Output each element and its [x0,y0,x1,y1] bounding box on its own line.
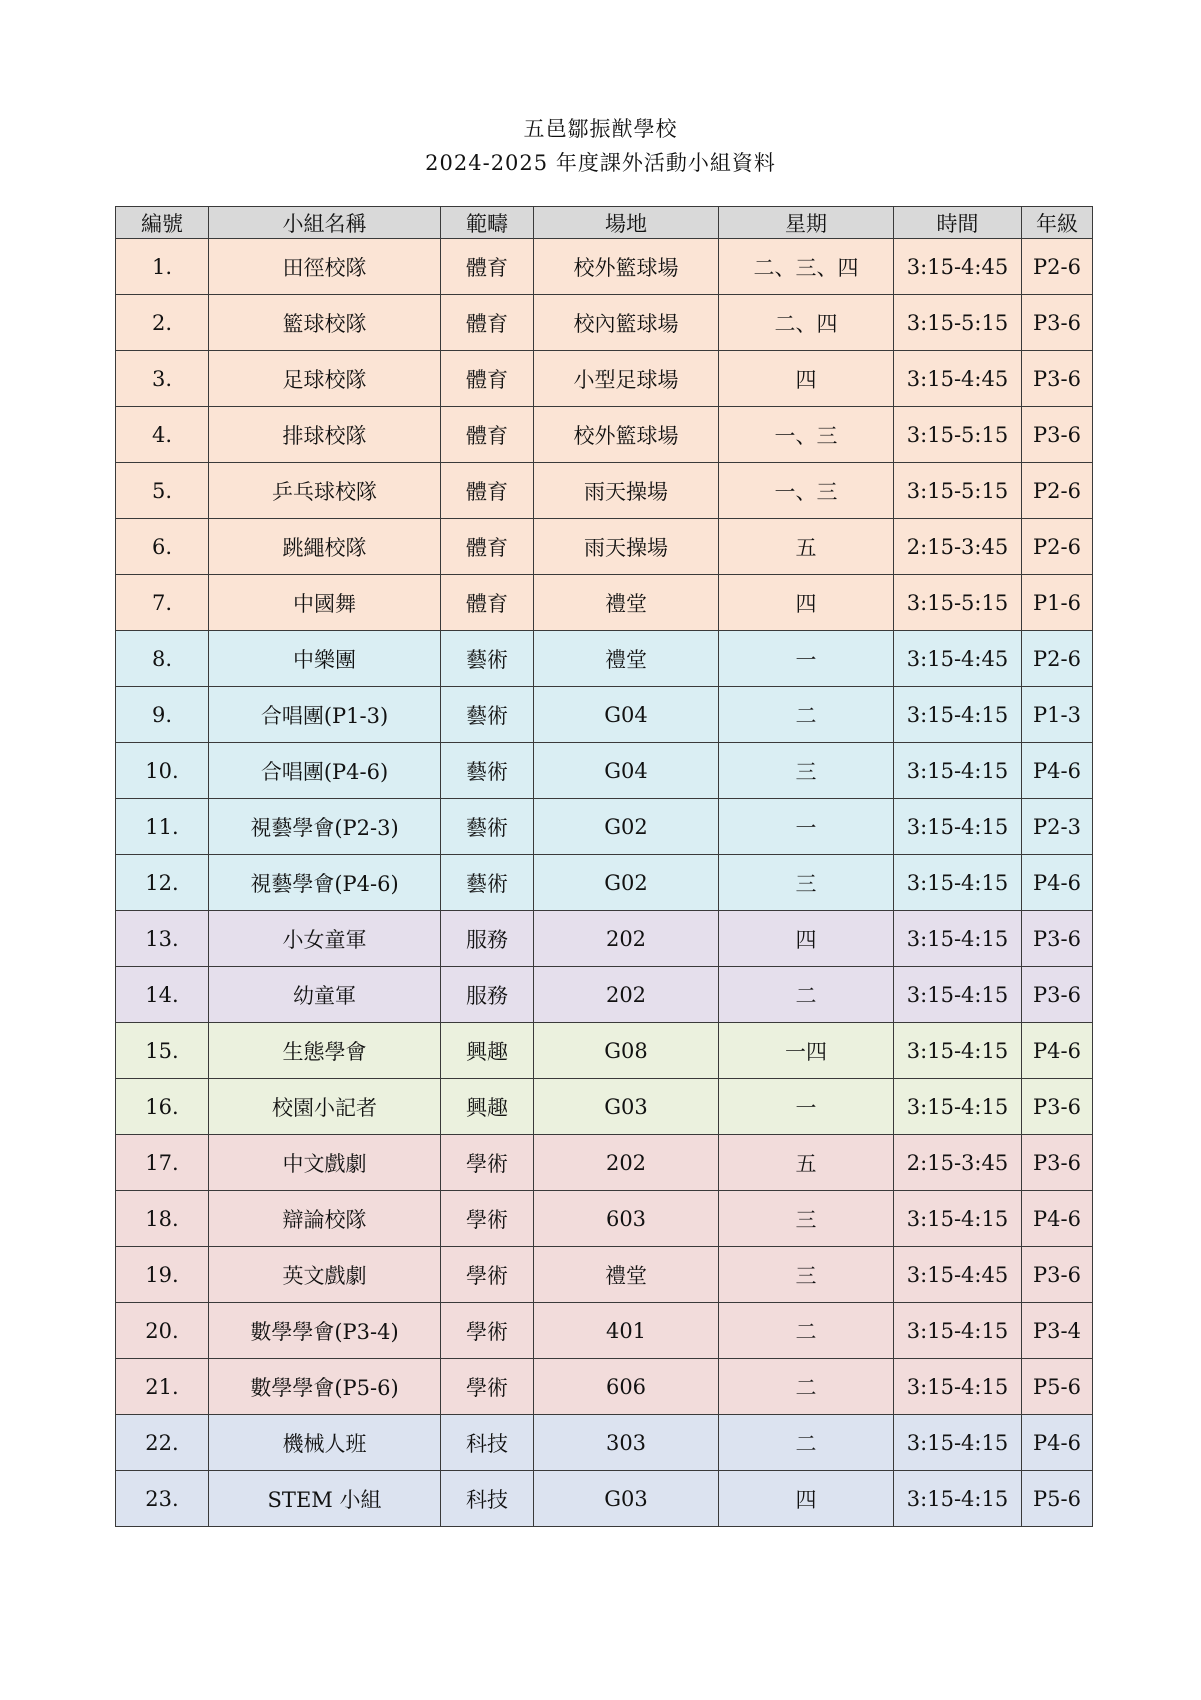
cell-time: 3:15-4:45 [894,631,1022,687]
cell-no: 1. [116,239,209,295]
cell-venue: 202 [534,967,719,1023]
cell-category: 藝術 [441,855,534,911]
cell-time: 3:15-4:15 [894,743,1022,799]
cell-category: 服務 [441,911,534,967]
cell-time: 3:15-4:15 [894,687,1022,743]
cell-category: 興趣 [441,1079,534,1135]
cell-no: 4. [116,407,209,463]
cell-grade: P2-3 [1022,799,1093,855]
cell-days: 五 [719,519,894,575]
cell-days: 四 [719,1471,894,1527]
cell-category: 學術 [441,1359,534,1415]
cell-name: 數學學會(P3-4) [209,1303,441,1359]
cell-category: 藝術 [441,799,534,855]
cell-days: 三 [719,1191,894,1247]
document-title-block [0,112,1201,180]
cell-venue: 606 [534,1359,719,1415]
cell-venue: 小型足球場 [534,351,719,407]
cell-days: 一、三 [719,463,894,519]
school-name: 五邑鄒振猷學校 [523,117,678,141]
cell-grade: P2-6 [1022,239,1093,295]
cell-days: 二 [719,1359,894,1415]
cell-time: 3:15-4:15 [894,1079,1022,1135]
table-header-row [116,207,1093,239]
cell-no: 3. [116,351,209,407]
cell-name: 幼童軍 [209,967,441,1023]
cell-name: 校園小記者 [209,1079,441,1135]
cell-name: 英文戲劇 [209,1247,441,1303]
cell-category: 體育 [441,351,534,407]
cell-grade: P2-6 [1022,519,1093,575]
cell-days: 一 [719,631,894,687]
cell-days: 二 [719,1303,894,1359]
cell-category: 體育 [441,575,534,631]
cell-venue: 雨天操場 [534,519,719,575]
table-row [116,855,1093,911]
cell-days: 二 [719,967,894,1023]
cell-time: 3:15-5:15 [894,407,1022,463]
cell-category: 體育 [441,407,534,463]
cell-no: 6. [116,519,209,575]
cell-no: 14. [116,967,209,1023]
cell-time: 3:15-4:15 [894,1415,1022,1471]
cell-name: 中樂團 [209,631,441,687]
cell-grade: P3-4 [1022,1303,1093,1359]
cell-no: 12. [116,855,209,911]
cell-time: 3:15-4:45 [894,351,1022,407]
cell-venue: G03 [534,1471,719,1527]
document-subtitle: 2024-2025 年度課外活動小組資料 [425,151,776,175]
cell-no: 23. [116,1471,209,1527]
table-body [116,239,1093,1527]
table-row [116,519,1093,575]
cell-grade: P4-6 [1022,1023,1093,1079]
cell-no: 22. [116,1415,209,1471]
table-row [116,1023,1093,1079]
table-row [116,407,1093,463]
cell-days: 四 [719,911,894,967]
cell-category: 藝術 [441,743,534,799]
table-row [116,351,1093,407]
cell-category: 藝術 [441,687,534,743]
cell-no: 2. [116,295,209,351]
cell-name: 小女童軍 [209,911,441,967]
cell-days: 四 [719,351,894,407]
cell-category: 學術 [441,1303,534,1359]
cell-no: 8. [116,631,209,687]
cell-venue: 303 [534,1415,719,1471]
cell-days: 五 [719,1135,894,1191]
cell-days: 二、三、四 [719,239,894,295]
table-row [116,1247,1093,1303]
table-row [116,1135,1093,1191]
cell-no: 20. [116,1303,209,1359]
cell-time: 3:15-4:15 [894,911,1022,967]
table-row [116,743,1093,799]
cell-venue: 202 [534,1135,719,1191]
cell-category: 學術 [441,1191,534,1247]
cell-grade: P3-6 [1022,1135,1093,1191]
cell-days: 二、四 [719,295,894,351]
cell-venue: G03 [534,1079,719,1135]
header-category: 範疇 [441,207,534,239]
cell-grade: P3-6 [1022,911,1093,967]
cell-days: 一、三 [719,407,894,463]
cell-days: 一 [719,799,894,855]
cell-category: 學術 [441,1135,534,1191]
cell-venue: G04 [534,687,719,743]
cell-no: 11. [116,799,209,855]
table-row [116,911,1093,967]
cell-name: 中文戲劇 [209,1135,441,1191]
table-row [116,1191,1093,1247]
header-grade: 年級 [1022,207,1093,239]
cell-time: 3:15-4:15 [894,799,1022,855]
cell-name: 視藝學會(P4-6) [209,855,441,911]
cell-name: 中國舞 [209,575,441,631]
cell-venue: G08 [534,1023,719,1079]
cell-grade: P1-6 [1022,575,1093,631]
cell-category: 服務 [441,967,534,1023]
cell-time: 3:15-4:15 [894,855,1022,911]
cell-name: 視藝學會(P2-3) [209,799,441,855]
cell-no: 7. [116,575,209,631]
cell-venue: G02 [534,799,719,855]
cell-grade: P3-6 [1022,1247,1093,1303]
cell-name: 跳繩校隊 [209,519,441,575]
cell-grade: P5-6 [1022,1359,1093,1415]
cell-name: STEM 小組 [209,1471,441,1527]
cell-grade: P1-3 [1022,687,1093,743]
cell-venue: G02 [534,855,719,911]
cell-name: 數學學會(P5-6) [209,1359,441,1415]
header-days: 星期 [719,207,894,239]
cell-no: 10. [116,743,209,799]
table-row [116,631,1093,687]
cell-no: 15. [116,1023,209,1079]
cell-time: 3:15-4:15 [894,1191,1022,1247]
cell-venue: 401 [534,1303,719,1359]
cell-grade: P3-6 [1022,351,1093,407]
table-row [116,687,1093,743]
cell-time: 3:15-4:45 [894,1247,1022,1303]
cell-category: 體育 [441,519,534,575]
table-row [116,575,1093,631]
table-row [116,799,1093,855]
header-no: 編號 [116,207,209,239]
table-row [116,967,1093,1023]
cell-time: 3:15-5:15 [894,575,1022,631]
cell-category: 體育 [441,239,534,295]
cell-no: 16. [116,1079,209,1135]
cell-time: 2:15-3:45 [894,519,1022,575]
table-row [116,1415,1093,1471]
table-row [116,1079,1093,1135]
cell-no: 17. [116,1135,209,1191]
cell-no: 9. [116,687,209,743]
cell-venue: G04 [534,743,719,799]
cell-no: 21. [116,1359,209,1415]
cell-grade: P3-6 [1022,967,1093,1023]
cell-category: 藝術 [441,631,534,687]
cell-time: 3:15-4:15 [894,1359,1022,1415]
cell-category: 科技 [441,1471,534,1527]
cell-name: 足球校隊 [209,351,441,407]
table-row [116,1359,1093,1415]
cell-days: 一四 [719,1023,894,1079]
cell-venue: 雨天操場 [534,463,719,519]
header-time: 時間 [894,207,1022,239]
cell-venue: 禮堂 [534,631,719,687]
cell-name: 辯論校隊 [209,1191,441,1247]
cell-venue: 603 [534,1191,719,1247]
cell-venue: 校外籃球場 [534,239,719,295]
cell-time: 3:15-5:15 [894,463,1022,519]
cell-category: 體育 [441,463,534,519]
cell-days: 二 [719,687,894,743]
cell-grade: P4-6 [1022,1415,1093,1471]
cell-name: 合唱團(P1-3) [209,687,441,743]
table-row [116,463,1093,519]
cell-name: 機械人班 [209,1415,441,1471]
cell-days: 四 [719,575,894,631]
cell-venue: 禮堂 [534,1247,719,1303]
cell-grade: P3-6 [1022,407,1093,463]
table-row [116,239,1093,295]
cell-grade: P4-6 [1022,743,1093,799]
cell-no: 18. [116,1191,209,1247]
cell-grade: P2-6 [1022,463,1093,519]
table-row [116,1471,1093,1527]
cell-venue: 校外籃球場 [534,407,719,463]
cell-time: 3:15-4:15 [894,1023,1022,1079]
cell-grade: P4-6 [1022,855,1093,911]
cell-time: 2:15-3:45 [894,1135,1022,1191]
cell-name: 籃球校隊 [209,295,441,351]
cell-venue: 校內籃球場 [534,295,719,351]
cell-name: 生態學會 [209,1023,441,1079]
cell-time: 3:15-4:15 [894,1303,1022,1359]
cell-category: 興趣 [441,1023,534,1079]
activity-table [115,206,1093,1527]
cell-grade: P4-6 [1022,1191,1093,1247]
cell-time: 3:15-4:15 [894,967,1022,1023]
cell-no: 5. [116,463,209,519]
cell-name: 合唱團(P4-6) [209,743,441,799]
cell-no: 13. [116,911,209,967]
cell-days: 二 [719,1415,894,1471]
table-row [116,1303,1093,1359]
cell-name: 乒乓球校隊 [209,463,441,519]
cell-name: 排球校隊 [209,407,441,463]
cell-category: 學術 [441,1247,534,1303]
cell-category: 科技 [441,1415,534,1471]
header-venue: 場地 [534,207,719,239]
cell-time: 3:15-5:15 [894,295,1022,351]
cell-days: 三 [719,1247,894,1303]
cell-days: 三 [719,855,894,911]
cell-time: 3:15-4:45 [894,239,1022,295]
cell-category: 體育 [441,295,534,351]
cell-time: 3:15-4:15 [894,1471,1022,1527]
cell-venue: 202 [534,911,719,967]
cell-grade: P3-6 [1022,295,1093,351]
cell-grade: P2-6 [1022,631,1093,687]
cell-no: 19. [116,1247,209,1303]
cell-venue: 禮堂 [534,575,719,631]
table-row [116,295,1093,351]
cell-days: 三 [719,743,894,799]
cell-grade: P5-6 [1022,1471,1093,1527]
cell-days: 一 [719,1079,894,1135]
cell-name: 田徑校隊 [209,239,441,295]
cell-grade: P3-6 [1022,1079,1093,1135]
header-name: 小組名稱 [209,207,441,239]
